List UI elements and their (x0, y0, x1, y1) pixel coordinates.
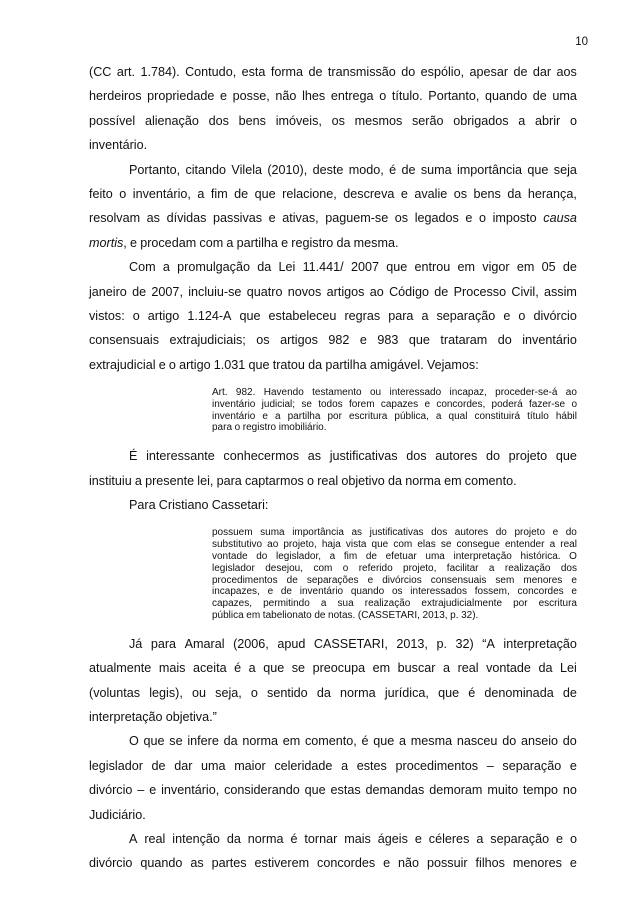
paragraph (89, 632, 577, 730)
text-line: inventário. (89, 138, 148, 153)
text-line: Judiciário. (89, 807, 146, 822)
paragraph (89, 493, 577, 517)
paragraph (89, 158, 577, 256)
document-body (89, 60, 577, 876)
text-line: Portanto, citando Vilela (2010), deste modo, é de suma importância que seja (129, 162, 577, 177)
paragraph (89, 729, 577, 827)
text-line: (CC art. 1.784). Contudo, esta forma de transmissão do espólio, apesar de dar aos (89, 65, 577, 79)
text-line: divórcio – e inventário, considerando que estas demandas demoram muito tempo no (89, 783, 577, 798)
quote-line: para o registro imobiliário. (212, 422, 327, 434)
quote-line: capazes, permitindo a sua realização extrajudicialmente por escritura (212, 598, 577, 610)
text-line: resolvam as dívidas passivas e ativas, paguem-se os legados e o imposto causa (89, 211, 577, 226)
text-line: extrajudicial e o artigo 1.031 que tratou da partilha amigável. Vejamos: (89, 357, 479, 372)
text-line: O que se infere da norma em comento, é que a mesma nasceu do anseio do (129, 734, 577, 749)
paragraph (89, 60, 577, 158)
paragraph (89, 444, 577, 493)
text-line: janeiro de 2007, incluiu-se quatro novos artigos ao Código de Processo Civil, assim (89, 284, 577, 299)
quote-line: pública em tabelionato de notas. (CASSETARI, 2013, p. 32). (212, 610, 479, 622)
block-quote (212, 387, 577, 434)
text-line: atualmente mais aceita é a que se preocupa em buscar a real vontade da Lei (89, 661, 577, 676)
quote-line: vontade do legislador, a fim de efetuar uma interpretação histórica. O (212, 551, 577, 563)
text-line: herdeiros propriedade e posse, não lhes entrega o título. Portanto, quando de uma (89, 89, 577, 104)
text-line: A real intenção da norma é tornar mais ágeis e céleres a separação e o (129, 831, 577, 846)
quote-line: legislador desejou, com o referido projeto, facilitar a realização dos (212, 562, 577, 574)
paragraph (89, 255, 577, 377)
block-quote (212, 527, 577, 621)
quote-line: possuem suma importância as justificativas dos autores do projeto e do (212, 527, 577, 539)
text-line: feito o inventário, a fim de que relacione, descreva e avalie os bens da herança, (89, 186, 577, 201)
text-line: divórcio quando as partes estiverem concordes e não possuir filhos menores e (89, 856, 577, 871)
text-line: mortis, e procedam com a partilha e registro da mesma. (89, 235, 399, 250)
quote-line: incapazes, e de inventário quando os interessados fossem, concordes e (212, 586, 577, 598)
quote-line: inventário e a partilha por escritura pública, a qual constituirá título hábil (212, 410, 577, 422)
text-line: (voluntas legis), ou seja, o sentido da norma jurídica, que é denominada de (89, 685, 577, 700)
quote-line: inventário judicial; se todos forem capazes e concordes, poderá fazer-se o (212, 398, 577, 410)
text-line: É interessante conhecermos as justificativas dos autores do projeto que (129, 449, 577, 464)
text-line: Já para Amaral (2006, apud CASSETARI, 2013, p. 32) “A interpretação (129, 636, 577, 651)
paragraph (89, 827, 577, 876)
text-line: possível alienação dos bens imóveis, os mesmos serão obrigados a abrir o (89, 113, 577, 128)
page-number: 10 (575, 36, 588, 48)
text-line: consensuais extrajudiciais; os artigos 982 e 983 que trataram do inventário (89, 333, 577, 348)
text-line: instituiu a presente lei, para captarmos o real objetivo da norma em comento. (89, 473, 517, 488)
quote-line: substitutivo ao projeto, haja vista que com elas se consegue entender a real (212, 539, 577, 551)
text-line: interpretação objetiva.” (89, 709, 217, 724)
text-line: legislador de dar uma maior celeridade a estes procedimentos – separação e (89, 758, 577, 773)
quote-line: Art. 982. Havendo testamento ou interessado incapaz, proceder-se-á ao (212, 387, 577, 399)
text-line: Com a promulgação da Lei 11.441/ 2007 que entrou em vigor em 05 de (129, 260, 577, 275)
text-line: Para Cristiano Cassetari: (129, 498, 269, 513)
quote-line: procedimentos de separações e divórcios consensuais sem menores e (212, 574, 577, 586)
text-line: vistos: o artigo 1.124-A que estabeleceu regras para a separação e o divórcio (89, 308, 577, 323)
